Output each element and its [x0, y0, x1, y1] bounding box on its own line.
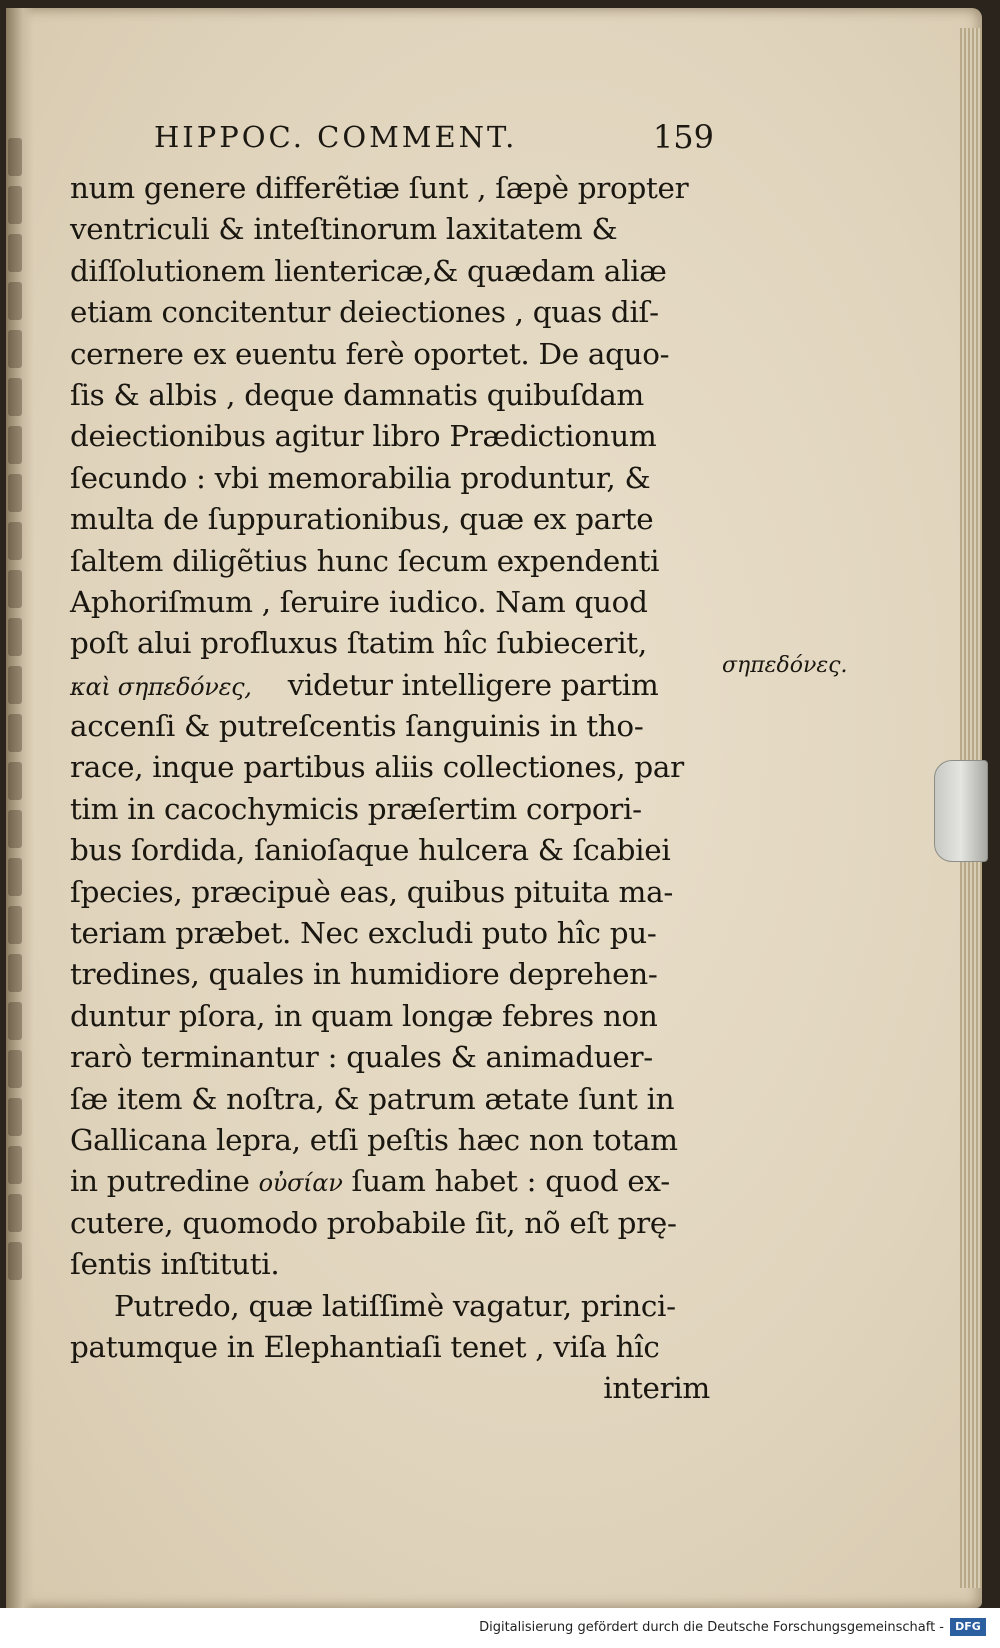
- text-fragment: in putredine: [70, 1164, 250, 1199]
- text-line: ſecundo : vbi memorabilia produntur, &: [70, 460, 651, 495]
- text-line: patumque in Elephantiaſi tenet , viſa hîc: [70, 1329, 660, 1364]
- page-header: [154, 120, 714, 160]
- text-line: cernere ex euentu ferè oportet. De aquo-: [70, 336, 670, 371]
- text-line: [70, 665, 710, 706]
- text-line: deiectionibus agitur libro Prædictionum: [70, 419, 657, 454]
- text-line: ventriculi & inteſtinorum laxitatem &: [70, 212, 618, 247]
- text-fragment: videtur intelligere partim: [287, 667, 659, 702]
- digitization-footer: [0, 1608, 1000, 1648]
- running-head: HIPPOC. COMMENT.: [154, 120, 518, 154]
- text-line: duntur pſora, in quam longæ febres non: [70, 998, 658, 1033]
- text-line: poſt alui profluxus ſtatim hîc ſubiecerit,: [70, 626, 647, 661]
- text-fragment: ſuam habet : quod ex-: [351, 1164, 670, 1199]
- text-line: etiam concitentur deiectiones , quas diſ-: [70, 295, 659, 330]
- text-line: bus ſordida, ſanioſaque hulcera & ſcabiei: [70, 833, 671, 868]
- text-line: cutere, quomodo probabile ſit, nõ eſt prę-: [70, 1205, 677, 1240]
- text-line: diſſolutionem lientericæ,& quædam aliæ: [70, 253, 667, 288]
- text-line: teriam præbet. Nec excludi puto hîc pu-: [70, 916, 657, 951]
- text-line: ſæ item & noſtra, & patrum ætate ſunt in: [70, 1081, 675, 1116]
- main-text: [70, 168, 710, 1410]
- paragraph-start-line: Putredo, quæ latiſſimè vagatur, princi-: [114, 1288, 676, 1323]
- greek-phrase: καὶ σηπεδόνες,: [70, 672, 252, 701]
- funding-credit: Digitalisierung gefördert durch die Deutsche Forschungsgemeinschaft -: [479, 1620, 944, 1635]
- text-line: [70, 1161, 710, 1202]
- catchword: interim: [603, 1371, 710, 1406]
- text-line: multa de ſuppurationibus, quæ ex parte: [70, 502, 654, 537]
- text-line: ſentis inſtituti.: [70, 1247, 280, 1282]
- page-clip-tab: [934, 760, 988, 862]
- text-line: num genere differẽtiæ ſunt , ſæpè propter: [70, 171, 689, 205]
- text-line: ſis & albis , deque damnatis quibuſdam: [70, 377, 645, 412]
- text-line: ſpecies, præcipuè eas, quibus pituita ma-: [70, 874, 673, 909]
- book-page: [6, 8, 982, 1608]
- text-line: tim in cacochymicis præſertim corpori-: [70, 791, 642, 826]
- text-line: accenſi & putreſcentis ſanguinis in tho-: [70, 709, 644, 744]
- page-number: 159: [652, 118, 714, 156]
- text-line: tredines, quales in humidiore deprehen-: [70, 957, 658, 992]
- marginal-note: σηπεδόνες.: [722, 653, 848, 678]
- text-line: rarò terminantur : quales & animaduer-: [70, 1040, 653, 1075]
- greek-word: οὐσίαν: [258, 1169, 343, 1198]
- text-line: race, inque partibus aliis collectiones, par: [70, 750, 684, 785]
- text-line: Gallicana lepra, etſi peſtis hæc non totam: [70, 1122, 678, 1157]
- dfg-logo-icon: DFG: [950, 1618, 986, 1636]
- facing-page-bleed: [8, 128, 34, 1488]
- text-line: Aphoriſmum , ſeruire iudico. Nam quod: [70, 584, 648, 619]
- text-line: ſaltem diligẽtius hunc ſecum expendenti: [70, 543, 660, 578]
